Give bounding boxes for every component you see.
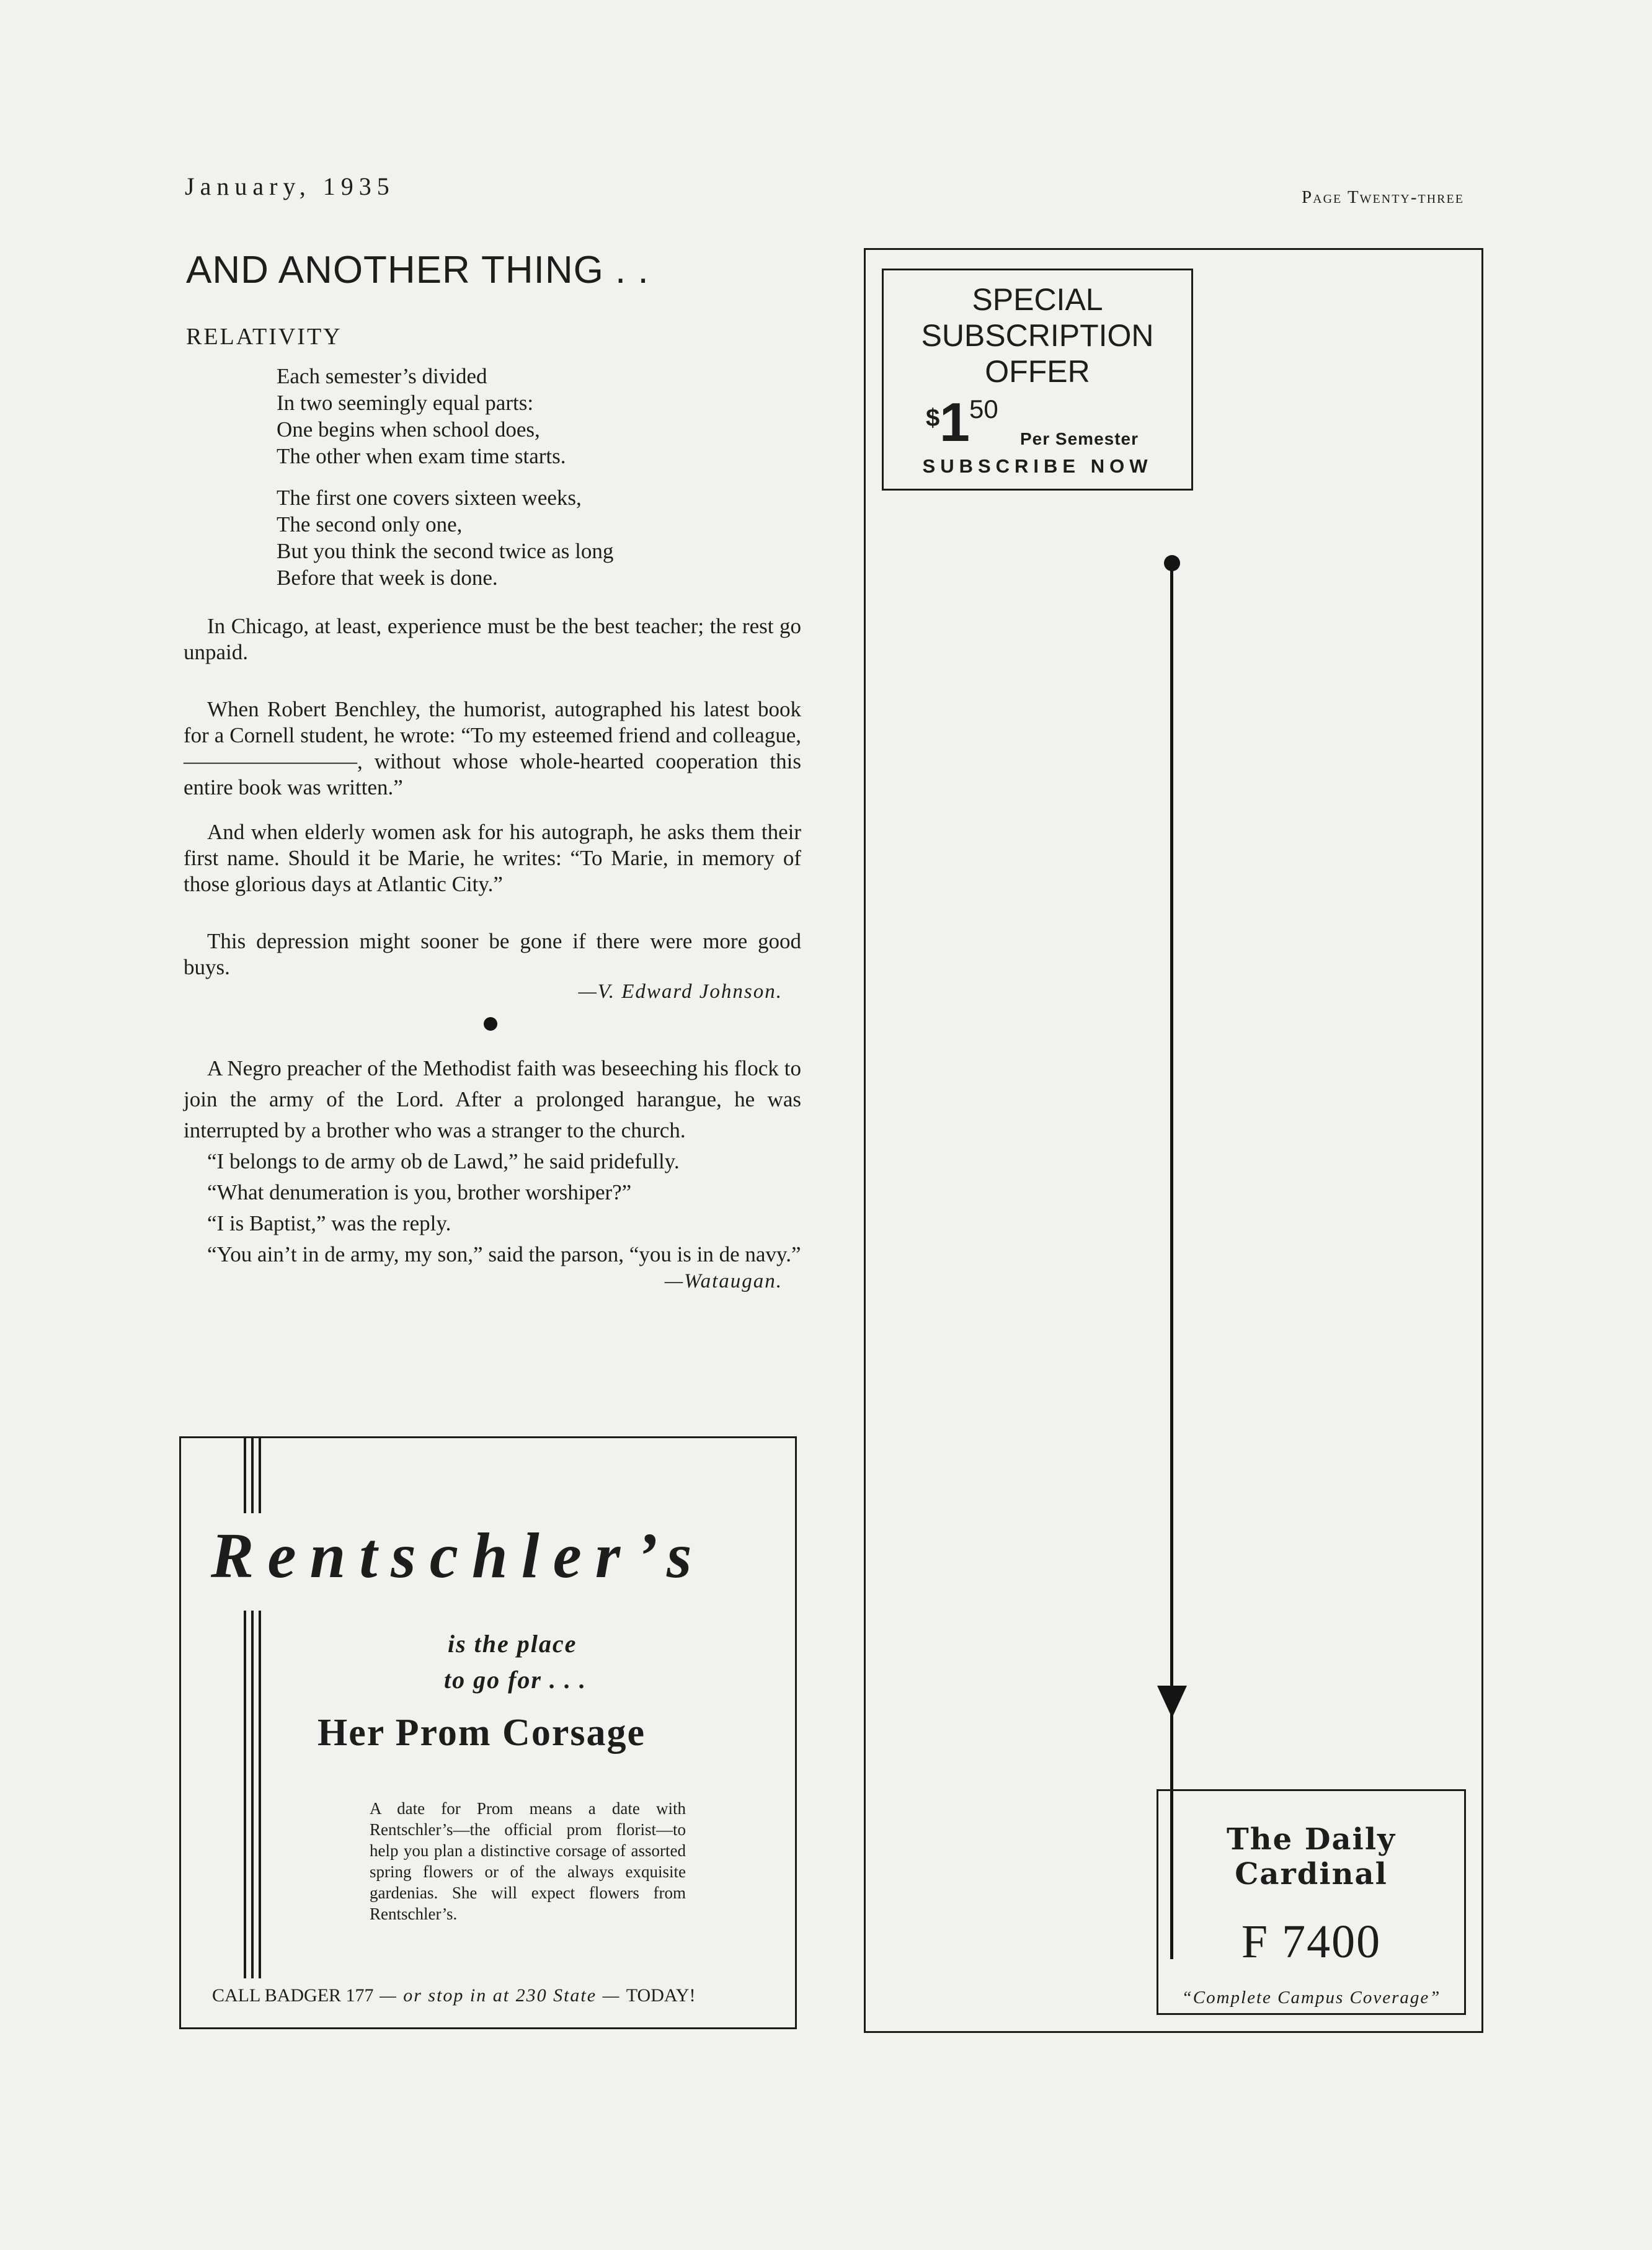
paragraph-chicago: In Chicago, at least, experience must be the best teacher; the rest go unpaid. bbox=[184, 614, 801, 664]
paragraph-benchley-1: When Robert Benchley, the humorist, autographed his latest book for a Cornell student, he wrote: “To my esteemed friend and colleague, ————————, without whose whole-hearted cooperation this entire book was written.” bbox=[184, 697, 801, 799]
poem-stanza-2 bbox=[277, 484, 801, 591]
arrow-down-icon bbox=[1157, 1686, 1187, 1718]
poem-line: The first one covers sixteen weeks, bbox=[277, 486, 582, 510]
ad-headline: Her Prom Corsage bbox=[318, 1712, 646, 1754]
story-paragraph: “What denumeration is you, brother worshiper?” bbox=[207, 1180, 632, 1204]
offer-line: OFFER bbox=[985, 354, 1090, 389]
story-paragraph: “I belongs to de army ob de Lawd,” he said pridefully. bbox=[207, 1149, 680, 1173]
price-whole: 1 bbox=[939, 391, 970, 453]
poem-line: One begins when school does, bbox=[277, 417, 540, 442]
price-unit: Per Semester bbox=[1020, 429, 1139, 448]
rentschlers-logo: Rentschler’s bbox=[211, 1520, 706, 1591]
poem-line: Each semester’s divided bbox=[277, 364, 487, 388]
ad-tagline: is the place bbox=[448, 1630, 577, 1658]
decorative-rule bbox=[251, 1611, 254, 1978]
price bbox=[884, 392, 1191, 454]
ad-tagline: to go for . . . bbox=[444, 1666, 587, 1694]
daily-cardinal-box bbox=[1157, 1789, 1466, 2015]
price-dollar-sign: $ bbox=[926, 404, 940, 432]
paragraph-benchley-2: And when elderly women ask for his autograph, he asks them their first name. Should it be Marie, he writes: “To Marie, in memory of those glorious days at Atlantic City.” bbox=[184, 820, 801, 896]
offer-line: SPECIAL bbox=[972, 282, 1103, 317]
decorative-rule bbox=[259, 1438, 261, 1513]
decorative-rule bbox=[244, 1611, 246, 1978]
poem-title: RELATIVITY bbox=[186, 324, 342, 350]
arrow-line bbox=[1170, 564, 1173, 1959]
poem-line: Before that week is done. bbox=[277, 566, 498, 590]
ad-body-text: A date for Prom means a date with Rentschler’s—the official prom florist—to help you plan a distinctive corsage of assorted spring flowers or of the always exquisite gardenias. She will expect flowers from Rentschler’s. bbox=[370, 1799, 686, 1923]
call-today: TODAY! bbox=[626, 1985, 696, 2006]
article-column bbox=[184, 248, 801, 1293]
phone-number: F 7400 bbox=[1241, 1916, 1382, 1968]
decorative-rule bbox=[251, 1438, 254, 1513]
call-phone: CALL BADGER 177 bbox=[212, 1985, 374, 2006]
ad-call-to-action bbox=[212, 1985, 695, 2006]
offer-line: SUBSCRIPTION bbox=[921, 318, 1154, 353]
paragraph-depression: This depression might sooner be gone if there were more good buys. bbox=[184, 929, 801, 979]
section-title: AND ANOTHER THING . . bbox=[186, 249, 649, 291]
decorative-rule bbox=[244, 1438, 246, 1513]
signature-johnson: —V. Edward Johnson. bbox=[578, 980, 783, 1003]
poem-line: But you think the second twice as long bbox=[277, 539, 614, 563]
subscribe-now-label: SUBSCRIBE NOW bbox=[922, 455, 1153, 477]
issue-date: January, 1935 bbox=[185, 172, 395, 200]
rentschlers-ad bbox=[179, 1436, 797, 2029]
daily-cardinal-ad bbox=[864, 248, 1483, 2033]
story-paragraph: “I is Baptist,” was the reply. bbox=[207, 1211, 451, 1235]
poem-line: In two seemingly equal parts: bbox=[277, 391, 534, 415]
signature-wataugan: —Wataugan. bbox=[664, 1270, 783, 1292]
poem-line: The other when exam time starts. bbox=[277, 444, 566, 468]
page-number: Page Twenty-three bbox=[1302, 187, 1464, 207]
separator-bullet bbox=[484, 1017, 497, 1031]
price-cents: 50 bbox=[969, 394, 998, 424]
slogan: “Complete Campus Coverage” bbox=[1181, 1988, 1441, 2008]
anecdote-preacher bbox=[184, 1053, 801, 1270]
poem-stanza-1 bbox=[277, 363, 801, 469]
story-paragraph: “You ain’t in de army, my son,” said the parson, “you is in de navy.” bbox=[207, 1242, 801, 1266]
daily-cardinal-masthead: The Daily Cardinal bbox=[1227, 1822, 1396, 1892]
decorative-rule bbox=[259, 1611, 261, 1978]
subscription-offer-box bbox=[882, 269, 1193, 491]
story-paragraph: A Negro preacher of the Methodist faith was beseeching his flock to join the army of the Lord. After a prolonged harangue, he was interrupted by a brother who was a stranger to the church. bbox=[184, 1056, 801, 1142]
poem-line: The second only one, bbox=[277, 512, 463, 536]
call-address: — or stop in at 230 State — bbox=[373, 1985, 626, 2006]
